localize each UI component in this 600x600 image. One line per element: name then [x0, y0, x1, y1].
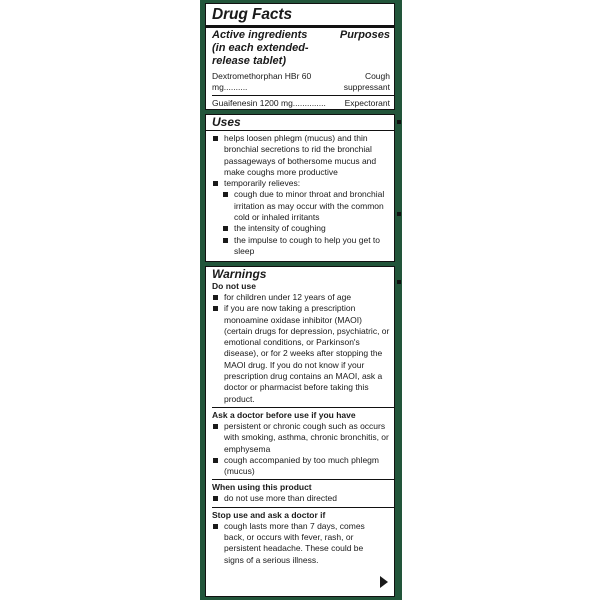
active-ingredients-heading: Active ingredients (in each extended-release tablet)	[212, 29, 309, 67]
edge-mark	[397, 120, 401, 124]
list-item: persistent or chronic cough such as occurs with smoking, asthma, chronic bronchitis, or emphysema	[212, 421, 390, 455]
active-ingredients-header-row	[212, 29, 390, 68]
list-item: cough due to minor throat and bronchial irritation as may occur with the common cold or inhaled irritants	[222, 189, 390, 223]
drug-facts-panel	[205, 3, 395, 110]
divider	[206, 25, 394, 28]
divider	[206, 130, 394, 131]
edge-mark	[397, 280, 401, 284]
warnings-panel	[205, 266, 395, 597]
ask-doctor-heading: Ask a doctor before use if you have	[212, 409, 356, 420]
edge-mark	[397, 212, 401, 216]
ingredient-name: Dextromethorphan HBr 60 mg..........	[212, 71, 312, 92]
ingredient-row	[212, 71, 390, 93]
uses-heading: Uses	[212, 115, 241, 129]
continue-arrow-icon	[380, 576, 388, 588]
ingredient-purpose: Cough suppressant	[343, 71, 390, 92]
list-item: the impulse to cough to help you get to sleep	[222, 235, 390, 258]
purposes-heading: Purposes	[339, 29, 390, 41]
divider	[212, 507, 394, 508]
list-item: if you are now taking a prescription monoamine oxidase inhibitor (MAOI) (certain drugs for depression, psychiatric, or emotional conditions, or Parkinson's disease), or for 2 weeks after stopping the MAOI drug. If you do not know if your prescription drug contains an MAOI, ask a doctor or pharmacist before taking this product.	[212, 303, 390, 405]
stop-use-heading: Stop use and ask a doctor if	[212, 509, 326, 520]
list-item: cough lasts more than 7 days, comes back, or occurs with fever, rash, or persistent headache. These could be signs of a serious illness.	[212, 521, 390, 566]
list-item: for children under 12 years of age	[212, 292, 390, 303]
list-item: the intensity of coughing	[222, 223, 390, 234]
drug-facts-title: Drug Facts	[212, 6, 292, 23]
list-item: cough accompanied by too much phlegm (mucus)	[212, 455, 390, 478]
list-item: helps loosen phlegm (mucus) and thin bronchial secretions to rid the bronchial passageways of bothersome mucus and make coughs more productive	[212, 133, 390, 178]
do-not-use-heading: Do not use	[212, 281, 256, 291]
list-item: temporarily relieves:	[212, 178, 390, 189]
divider	[212, 407, 394, 408]
uses-panel	[205, 114, 395, 262]
divider	[212, 479, 394, 480]
when-using-heading: When using this product	[212, 482, 312, 493]
ingredient-row	[212, 98, 390, 109]
divider	[212, 95, 394, 96]
ingredient-name: Guaifenesin 1200 mg..............	[212, 98, 326, 108]
list-item: do not use more than directed	[212, 493, 390, 504]
ingredient-purpose: Expectorant	[344, 98, 390, 108]
warnings-heading: Warnings	[212, 267, 267, 281]
